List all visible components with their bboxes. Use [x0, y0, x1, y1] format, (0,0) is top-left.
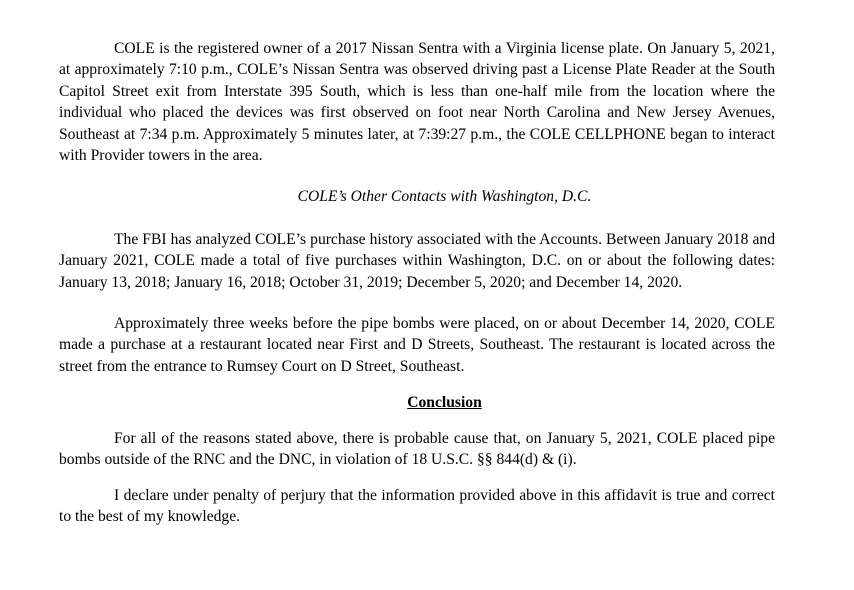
affidavit-page [59, 38, 775, 527]
paragraph-license-plate-reader: COLE is the registered owner of a 2017 Nissan Sentra with a Virginia license plate. On January 5, 2021, at approximately 7:10 p.m., COLE’s Nissan Sentra was observed driving past a License Plate Reader at the South Capitol Street exit from Interstate 395 South, which is less than one-half mile from the location where the individual who placed the devices was first observed on foot near North Carolina and New Jersey Avenues, Southeast at 7:34 p.m. Approximately 5 minutes later, at 7:39:27 p.m., the COLE CELLPHONE began to interact with Provider towers in the area. [59, 40, 775, 165]
section-heading-other-contacts: COLE’s Other Contacts with Washington, D.C. [297, 188, 592, 206]
paragraph-declaration: I declare under penalty of perjury that the information provided above in this affidavit is true and correct to the best of my knowledge. [59, 486, 775, 525]
paragraph-restaurant-purchase: Approximately three weeks before the pipe bombs were placed, on or about December 14, 2020, COLE made a purchase at a restaurant located near First and D Streets, Southeast. The restaurant is located across the street from the entrance to Rumsey Court on D Street, Southeast. [59, 315, 775, 375]
paragraph-probable-cause: For all of the reasons stated above, there is probable cause that, on January 5, 2021, COLE placed pipe bombs outside of the RNC and the DNC, in violation of 18 U.S.C. §§ 844(d) & (i). [59, 429, 775, 469]
section-heading-conclusion: Conclusion [407, 394, 482, 412]
paragraph-purchase-history: The FBI has analyzed COLE’s purchase history associated with the Accounts. Between January 2018 and January 2021, COLE made a total of five purchases within Washington, D.C. on or about the following dates: January 13, 2018; January 16, 2018; October 31, 2019; December 5, 2020; and December 14, 2020. [59, 230, 775, 291]
